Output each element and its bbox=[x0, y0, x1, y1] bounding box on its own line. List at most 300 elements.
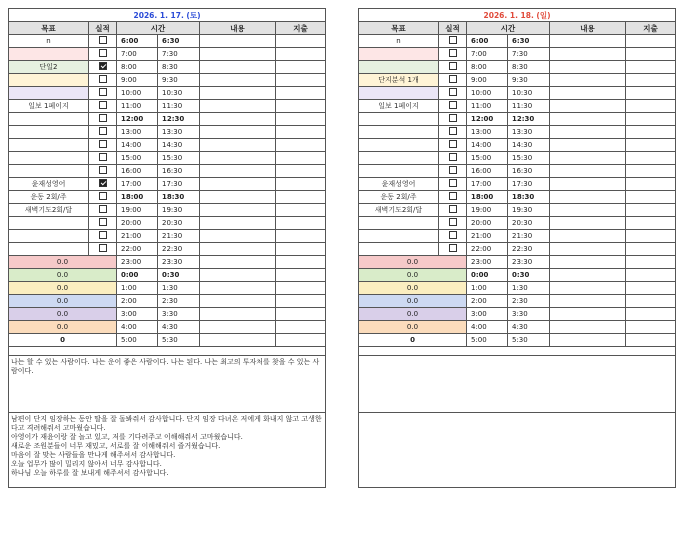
time-start: 21:00 bbox=[467, 230, 508, 243]
content-cell[interactable] bbox=[550, 61, 626, 74]
expense-cell[interactable] bbox=[276, 61, 326, 74]
expense-cell[interactable] bbox=[626, 230, 676, 243]
time-half: 5:30 bbox=[158, 334, 200, 347]
content-cell[interactable] bbox=[550, 191, 626, 204]
content-cell[interactable] bbox=[550, 334, 626, 347]
expense-cell[interactable] bbox=[276, 87, 326, 100]
expense-cell[interactable] bbox=[276, 139, 326, 152]
content-cell[interactable] bbox=[200, 178, 276, 191]
checkbox[interactable] bbox=[449, 88, 457, 96]
time-half: 13:30 bbox=[508, 126, 550, 139]
time-row bbox=[9, 61, 326, 74]
content-cell[interactable] bbox=[550, 100, 626, 113]
content-cell[interactable] bbox=[550, 204, 626, 217]
content-cell[interactable] bbox=[200, 74, 276, 87]
checkbox[interactable] bbox=[449, 140, 457, 148]
time-half: 12:30 bbox=[508, 113, 550, 126]
expense-cell[interactable] bbox=[626, 126, 676, 139]
time-start: 2:00 bbox=[467, 295, 508, 308]
content-cell[interactable] bbox=[200, 230, 276, 243]
expense-cell[interactable] bbox=[626, 269, 676, 282]
expense-cell[interactable] bbox=[626, 74, 676, 87]
time-start: 20:00 bbox=[467, 217, 508, 230]
time-row bbox=[9, 74, 326, 87]
spacer-cell bbox=[359, 347, 676, 356]
time-row bbox=[359, 178, 676, 191]
content-cell[interactable] bbox=[200, 87, 276, 100]
content-cell[interactable] bbox=[550, 321, 626, 334]
checkbox[interactable] bbox=[99, 205, 107, 213]
time-start: 23:00 bbox=[467, 256, 508, 269]
checkbox[interactable] bbox=[449, 101, 457, 109]
time-row bbox=[359, 139, 676, 152]
expense-cell[interactable] bbox=[276, 243, 326, 256]
summary-row bbox=[359, 308, 676, 321]
done-cell bbox=[439, 191, 467, 204]
expense-cell[interactable] bbox=[276, 256, 326, 269]
goal-cell[interactable] bbox=[359, 217, 439, 230]
affirmation-row bbox=[9, 356, 326, 413]
goal-cell[interactable] bbox=[9, 152, 89, 165]
done-cell bbox=[89, 178, 117, 191]
done-cell bbox=[439, 230, 467, 243]
checkbox[interactable] bbox=[449, 231, 457, 239]
checkbox[interactable] bbox=[449, 205, 457, 213]
content-cell[interactable] bbox=[200, 126, 276, 139]
expense-cell[interactable] bbox=[276, 165, 326, 178]
done-cell bbox=[439, 48, 467, 61]
time-half: 9:30 bbox=[158, 74, 200, 87]
expense-cell[interactable] bbox=[276, 295, 326, 308]
time-half: 0:30 bbox=[158, 269, 200, 282]
goal-cell[interactable] bbox=[359, 87, 439, 100]
content-cell[interactable] bbox=[550, 35, 626, 48]
goal-cell[interactable] bbox=[9, 87, 89, 100]
expense-cell[interactable] bbox=[276, 178, 326, 191]
done-cell bbox=[89, 100, 117, 113]
gratitude-line: 하나님 오늘 하루를 잘 보내게 해주셔서 감사합니다. bbox=[11, 469, 169, 477]
time-half: 12:30 bbox=[158, 113, 200, 126]
checkbox[interactable] bbox=[449, 49, 457, 57]
expense-cell[interactable] bbox=[626, 139, 676, 152]
goal-cell[interactable]: 윤재성영어 bbox=[359, 178, 439, 191]
content-cell[interactable] bbox=[550, 165, 626, 178]
time-row bbox=[9, 165, 326, 178]
checkbox[interactable] bbox=[99, 231, 107, 239]
checkbox[interactable] bbox=[449, 127, 457, 135]
checkbox[interactable] bbox=[449, 153, 457, 161]
checkbox[interactable] bbox=[449, 75, 457, 83]
done-cell bbox=[89, 139, 117, 152]
expense-cell[interactable] bbox=[276, 269, 326, 282]
checkbox[interactable] bbox=[99, 127, 107, 135]
content-cell[interactable] bbox=[550, 74, 626, 87]
time-row bbox=[9, 87, 326, 100]
time-half: 19:30 bbox=[508, 204, 550, 217]
checkbox[interactable] bbox=[99, 62, 107, 70]
content-cell[interactable] bbox=[200, 35, 276, 48]
content-cell[interactable] bbox=[200, 308, 276, 321]
affirmation-note[interactable] bbox=[9, 356, 326, 413]
checkbox[interactable] bbox=[99, 101, 107, 109]
header-content: 내용 bbox=[550, 22, 626, 35]
time-row bbox=[359, 87, 676, 100]
content-cell[interactable] bbox=[200, 256, 276, 269]
goal-cell[interactable] bbox=[359, 230, 439, 243]
expense-cell[interactable] bbox=[626, 152, 676, 165]
expense-cell[interactable] bbox=[276, 334, 326, 347]
checkbox[interactable] bbox=[99, 36, 107, 44]
goal-cell[interactable] bbox=[359, 152, 439, 165]
done-cell bbox=[89, 243, 117, 256]
time-row bbox=[9, 35, 326, 48]
time-start: 6:00 bbox=[117, 35, 158, 48]
checkbox[interactable] bbox=[449, 62, 457, 70]
time-row bbox=[359, 74, 676, 87]
time-row bbox=[9, 217, 326, 230]
header-time: 시간 bbox=[467, 22, 550, 35]
time-half: 3:30 bbox=[508, 308, 550, 321]
time-start: 17:00 bbox=[467, 178, 508, 191]
header-content: 내용 bbox=[200, 22, 276, 35]
time-start: 18:00 bbox=[467, 191, 508, 204]
time-start: 1:00 bbox=[117, 282, 158, 295]
done-cell bbox=[89, 48, 117, 61]
time-half: 20:30 bbox=[158, 217, 200, 230]
time-half: 14:30 bbox=[508, 139, 550, 152]
checkbox[interactable] bbox=[99, 166, 107, 174]
expense-cell[interactable] bbox=[276, 126, 326, 139]
goal-cell[interactable] bbox=[9, 126, 89, 139]
time-half: 20:30 bbox=[508, 217, 550, 230]
time-start: 12:00 bbox=[117, 113, 158, 126]
content-cell[interactable] bbox=[550, 269, 626, 282]
content-cell[interactable] bbox=[200, 243, 276, 256]
content-cell[interactable] bbox=[550, 113, 626, 126]
time-half: 16:30 bbox=[158, 165, 200, 178]
checkbox[interactable] bbox=[99, 75, 107, 83]
content-cell[interactable] bbox=[550, 87, 626, 100]
time-half: 18:30 bbox=[508, 191, 550, 204]
done-cell bbox=[439, 74, 467, 87]
content-cell[interactable] bbox=[200, 152, 276, 165]
gratitude-note[interactable] bbox=[9, 413, 326, 488]
expense-cell[interactable] bbox=[626, 334, 676, 347]
time-row bbox=[9, 178, 326, 191]
expense-cell[interactable] bbox=[276, 308, 326, 321]
header-goal: 목표 bbox=[9, 22, 89, 35]
time-start: 14:00 bbox=[117, 139, 158, 152]
expense-cell[interactable] bbox=[626, 295, 676, 308]
expense-cell[interactable] bbox=[626, 308, 676, 321]
expense-cell[interactable] bbox=[276, 204, 326, 217]
goal-cell[interactable] bbox=[9, 113, 89, 126]
expense-cell[interactable] bbox=[626, 204, 676, 217]
goal-cell[interactable] bbox=[9, 48, 89, 61]
summary-row bbox=[9, 334, 326, 347]
summary-value: 0.0 bbox=[359, 282, 467, 295]
content-cell[interactable] bbox=[550, 48, 626, 61]
time-start: 19:00 bbox=[117, 204, 158, 217]
time-half: 7:30 bbox=[508, 48, 550, 61]
expense-cell[interactable] bbox=[276, 35, 326, 48]
done-cell bbox=[89, 113, 117, 126]
content-cell[interactable] bbox=[550, 308, 626, 321]
expense-cell[interactable] bbox=[276, 74, 326, 87]
goal-cell[interactable]: 새벽기도2회/달 bbox=[359, 204, 439, 217]
goal-cell[interactable] bbox=[9, 243, 89, 256]
checkbox[interactable] bbox=[99, 192, 107, 200]
time-start: 5:00 bbox=[117, 334, 158, 347]
expense-cell[interactable] bbox=[626, 178, 676, 191]
content-cell[interactable] bbox=[200, 334, 276, 347]
expense-cell[interactable] bbox=[626, 282, 676, 295]
summary-value: 0.0 bbox=[359, 295, 467, 308]
time-half: 2:30 bbox=[158, 295, 200, 308]
expense-cell[interactable] bbox=[626, 87, 676, 100]
summary-row bbox=[9, 308, 326, 321]
expense-cell[interactable] bbox=[626, 113, 676, 126]
time-start: 0:00 bbox=[467, 269, 508, 282]
goal-cell[interactable]: 운동 2회/주 bbox=[9, 191, 89, 204]
expense-cell[interactable] bbox=[626, 35, 676, 48]
content-cell[interactable] bbox=[200, 113, 276, 126]
time-start: 9:00 bbox=[117, 74, 158, 87]
content-cell[interactable] bbox=[550, 256, 626, 269]
checkbox[interactable] bbox=[99, 153, 107, 161]
time-start: 3:00 bbox=[117, 308, 158, 321]
header-expense: 지출 bbox=[276, 22, 326, 35]
goal-cell[interactable] bbox=[9, 230, 89, 243]
content-cell[interactable] bbox=[550, 139, 626, 152]
goal-cell[interactable]: n bbox=[359, 35, 439, 48]
time-half: 21:30 bbox=[508, 230, 550, 243]
time-row bbox=[9, 243, 326, 256]
summary-value: 0.0 bbox=[9, 269, 117, 282]
expense-cell[interactable] bbox=[626, 48, 676, 61]
summary-row bbox=[359, 269, 676, 282]
time-start: 13:00 bbox=[117, 126, 158, 139]
done-cell bbox=[439, 87, 467, 100]
expense-cell[interactable] bbox=[276, 282, 326, 295]
goal-cell[interactable]: 단일2 bbox=[9, 61, 89, 74]
date-title: 2026. 1. 17. (토) bbox=[9, 9, 326, 22]
time-start: 4:00 bbox=[117, 321, 158, 334]
time-half: 21:30 bbox=[158, 230, 200, 243]
time-half: 9:30 bbox=[508, 74, 550, 87]
done-cell bbox=[439, 113, 467, 126]
done-cell bbox=[439, 243, 467, 256]
time-half: 1:30 bbox=[158, 282, 200, 295]
time-start: 16:00 bbox=[467, 165, 508, 178]
expense-cell[interactable] bbox=[276, 191, 326, 204]
content-cell[interactable] bbox=[550, 152, 626, 165]
content-cell[interactable] bbox=[550, 217, 626, 230]
time-half: 8:30 bbox=[508, 61, 550, 74]
planner-day-left bbox=[8, 8, 325, 543]
summary-row bbox=[9, 269, 326, 282]
checkbox[interactable] bbox=[99, 49, 107, 57]
expense-cell[interactable] bbox=[276, 100, 326, 113]
checkbox[interactable] bbox=[449, 36, 457, 44]
gratitude-row bbox=[9, 413, 326, 488]
time-row bbox=[359, 204, 676, 217]
content-cell[interactable] bbox=[200, 204, 276, 217]
checkbox[interactable] bbox=[99, 244, 107, 252]
header-expense: 지출 bbox=[626, 22, 676, 35]
content-cell[interactable] bbox=[200, 139, 276, 152]
time-start: 11:00 bbox=[467, 100, 508, 113]
header-done: 실적 bbox=[439, 22, 467, 35]
time-start: 14:00 bbox=[467, 139, 508, 152]
checkbox[interactable] bbox=[99, 140, 107, 148]
time-row bbox=[9, 230, 326, 243]
done-cell bbox=[439, 100, 467, 113]
goal-cell[interactable] bbox=[359, 113, 439, 126]
time-start: 11:00 bbox=[117, 100, 158, 113]
time-row bbox=[359, 217, 676, 230]
spacer-cell bbox=[9, 347, 326, 356]
goal-cell[interactable] bbox=[359, 61, 439, 74]
checkbox[interactable] bbox=[449, 192, 457, 200]
content-cell[interactable] bbox=[550, 178, 626, 191]
time-start: 18:00 bbox=[117, 191, 158, 204]
content-cell[interactable] bbox=[200, 321, 276, 334]
content-cell[interactable] bbox=[200, 61, 276, 74]
goal-cell[interactable]: 윤재성영어 bbox=[9, 178, 89, 191]
summary-value: 0.0 bbox=[359, 256, 467, 269]
time-half: 15:30 bbox=[508, 152, 550, 165]
checkbox[interactable] bbox=[99, 179, 107, 187]
content-cell[interactable] bbox=[200, 165, 276, 178]
goal-cell[interactable] bbox=[9, 165, 89, 178]
done-cell bbox=[439, 126, 467, 139]
checkbox[interactable] bbox=[449, 218, 457, 226]
content-cell[interactable] bbox=[200, 100, 276, 113]
goal-cell[interactable] bbox=[359, 165, 439, 178]
content-cell[interactable] bbox=[550, 295, 626, 308]
checkbox[interactable] bbox=[449, 244, 457, 252]
expense-cell[interactable] bbox=[626, 100, 676, 113]
gratitude-line: 아영이가 재윤이랑 잘 놀고 있고, 저를 기다려주고 이해해줘서 고마웠습니다. bbox=[11, 433, 243, 441]
date-title: 2026. 1. 18. (일) bbox=[359, 9, 676, 22]
content-cell[interactable] bbox=[200, 282, 276, 295]
done-cell bbox=[89, 74, 117, 87]
time-start: 9:00 bbox=[467, 74, 508, 87]
expense-cell[interactable] bbox=[626, 165, 676, 178]
time-row bbox=[359, 243, 676, 256]
summary-row bbox=[359, 256, 676, 269]
affirmation-row bbox=[359, 356, 676, 413]
goal-cell[interactable] bbox=[9, 74, 89, 87]
time-half: 7:30 bbox=[158, 48, 200, 61]
summary-value: 0.0 bbox=[9, 282, 117, 295]
header-done: 실적 bbox=[89, 22, 117, 35]
goal-cell[interactable] bbox=[9, 217, 89, 230]
content-cell[interactable] bbox=[550, 126, 626, 139]
done-cell bbox=[439, 204, 467, 217]
done-cell bbox=[89, 126, 117, 139]
summary-row bbox=[359, 334, 676, 347]
summary-row bbox=[9, 256, 326, 269]
content-cell[interactable] bbox=[550, 282, 626, 295]
expense-cell[interactable] bbox=[626, 61, 676, 74]
checkbox[interactable] bbox=[449, 114, 457, 122]
goal-cell[interactable]: 단지분석 1개 bbox=[359, 74, 439, 87]
content-cell[interactable] bbox=[200, 191, 276, 204]
content-cell[interactable] bbox=[200, 217, 276, 230]
time-start: 2:00 bbox=[117, 295, 158, 308]
goal-cell[interactable] bbox=[359, 48, 439, 61]
expense-cell[interactable] bbox=[276, 152, 326, 165]
planner-table bbox=[8, 8, 326, 488]
expense-cell[interactable] bbox=[276, 217, 326, 230]
goal-cell[interactable]: n bbox=[9, 35, 89, 48]
time-half: 2:30 bbox=[508, 295, 550, 308]
done-cell bbox=[89, 230, 117, 243]
goal-cell[interactable]: 새벽기도2회/달 bbox=[9, 204, 89, 217]
time-start: 19:00 bbox=[467, 204, 508, 217]
header-goal: 목표 bbox=[359, 22, 439, 35]
summary-row bbox=[9, 282, 326, 295]
summary-row bbox=[359, 295, 676, 308]
affirmation-note[interactable] bbox=[359, 356, 676, 413]
checkbox[interactable] bbox=[449, 179, 457, 187]
expense-cell[interactable] bbox=[626, 243, 676, 256]
time-start: 22:00 bbox=[117, 243, 158, 256]
expense-cell[interactable] bbox=[276, 321, 326, 334]
gratitude-line: 오늘 업무가 많이 밀리지 않아서 너무 감사합니다. bbox=[11, 460, 162, 468]
time-half: 3:30 bbox=[158, 308, 200, 321]
checkbox[interactable] bbox=[99, 88, 107, 96]
content-cell[interactable] bbox=[550, 243, 626, 256]
checkbox[interactable] bbox=[99, 114, 107, 122]
time-start: 10:00 bbox=[467, 87, 508, 100]
time-start: 5:00 bbox=[467, 334, 508, 347]
content-cell[interactable] bbox=[200, 48, 276, 61]
expense-cell[interactable] bbox=[276, 113, 326, 126]
done-cell bbox=[89, 217, 117, 230]
goal-cell[interactable]: 일보 1페이지 bbox=[359, 100, 439, 113]
time-start: 1:00 bbox=[467, 282, 508, 295]
expense-cell[interactable] bbox=[626, 321, 676, 334]
goal-cell[interactable]: 운동 2회/주 bbox=[359, 191, 439, 204]
expense-cell[interactable] bbox=[276, 48, 326, 61]
done-cell bbox=[439, 217, 467, 230]
time-start: 3:00 bbox=[467, 308, 508, 321]
gratitude-note[interactable] bbox=[359, 413, 676, 488]
expense-cell[interactable] bbox=[626, 256, 676, 269]
goal-cell[interactable] bbox=[359, 126, 439, 139]
time-half: 15:30 bbox=[158, 152, 200, 165]
goal-cell[interactable] bbox=[359, 243, 439, 256]
gratitude-line: 마음이 잘 맞는 사람들을 만나게 해주셔서 감사합니다. bbox=[11, 451, 176, 459]
goal-cell[interactable]: 일보 1페이지 bbox=[9, 100, 89, 113]
expense-cell[interactable] bbox=[626, 217, 676, 230]
time-row bbox=[9, 48, 326, 61]
time-start: 15:00 bbox=[467, 152, 508, 165]
checkbox[interactable] bbox=[99, 218, 107, 226]
checkbox[interactable] bbox=[449, 166, 457, 174]
time-half: 14:30 bbox=[158, 139, 200, 152]
expense-cell[interactable] bbox=[626, 191, 676, 204]
content-cell[interactable] bbox=[200, 269, 276, 282]
expense-cell[interactable] bbox=[276, 230, 326, 243]
goal-cell[interactable] bbox=[9, 139, 89, 152]
content-cell[interactable] bbox=[550, 230, 626, 243]
content-cell[interactable] bbox=[200, 295, 276, 308]
goal-cell[interactable] bbox=[359, 139, 439, 152]
